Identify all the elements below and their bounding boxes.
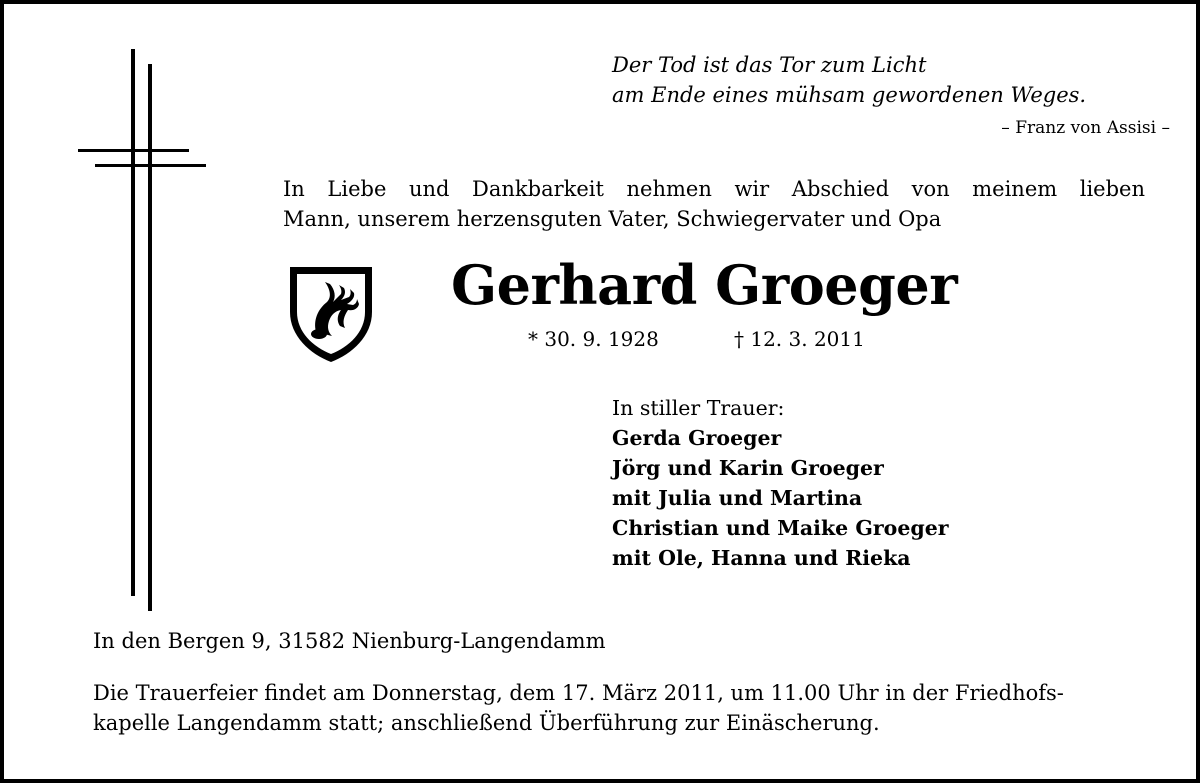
coat-of-arms-icon — [286, 264, 376, 364]
service-line-1: Die Trauerfeier findet am Donnerstag, dem 17. März 2011, um 11.00 Uhr in der Friedhofs- — [93, 681, 1064, 705]
mourners-heading: In stiller Trauer: — [612, 396, 785, 420]
birth-date: * 30. 9. 1928 — [528, 327, 659, 351]
quote-line-2: am Ende eines mühsam gewordenen Weges. — [612, 83, 1087, 107]
quote-author: – Franz von Assisi – — [1001, 118, 1170, 138]
deceased-name: Gerhard Groeger — [451, 253, 958, 317]
death-date: † 12. 3. 2011 — [734, 327, 865, 351]
mourner-name: Jörg und Karin Groeger — [612, 456, 884, 480]
intro-line-2: Mann, unserem herzensguten Vater, Schwiegervater und Opa — [283, 207, 942, 231]
mourner-name: Gerda Groeger — [612, 426, 782, 450]
mourners-block — [612, 393, 1172, 573]
intro-line-1: In Liebe und Dankbarkeit nehmen wir Abschied von meinem lieben — [283, 177, 1145, 201]
address: In den Bergen 9, 31582 Nienburg-Langendamm — [93, 629, 606, 653]
mourner-name: mit Julia und Martina — [612, 486, 863, 510]
quote-line-1: Der Tod ist das Tor zum Licht — [612, 53, 927, 77]
intro-text — [283, 174, 1145, 234]
quote — [612, 50, 1132, 110]
service-info — [93, 678, 1153, 738]
mourner-name: Christian und Maike Groeger — [612, 516, 949, 540]
service-line-2: kapelle Langendamm statt; anschließend Überführung zur Einäscherung. — [93, 711, 880, 735]
mourner-name: mit Ole, Hanna und Rieka — [612, 546, 911, 570]
